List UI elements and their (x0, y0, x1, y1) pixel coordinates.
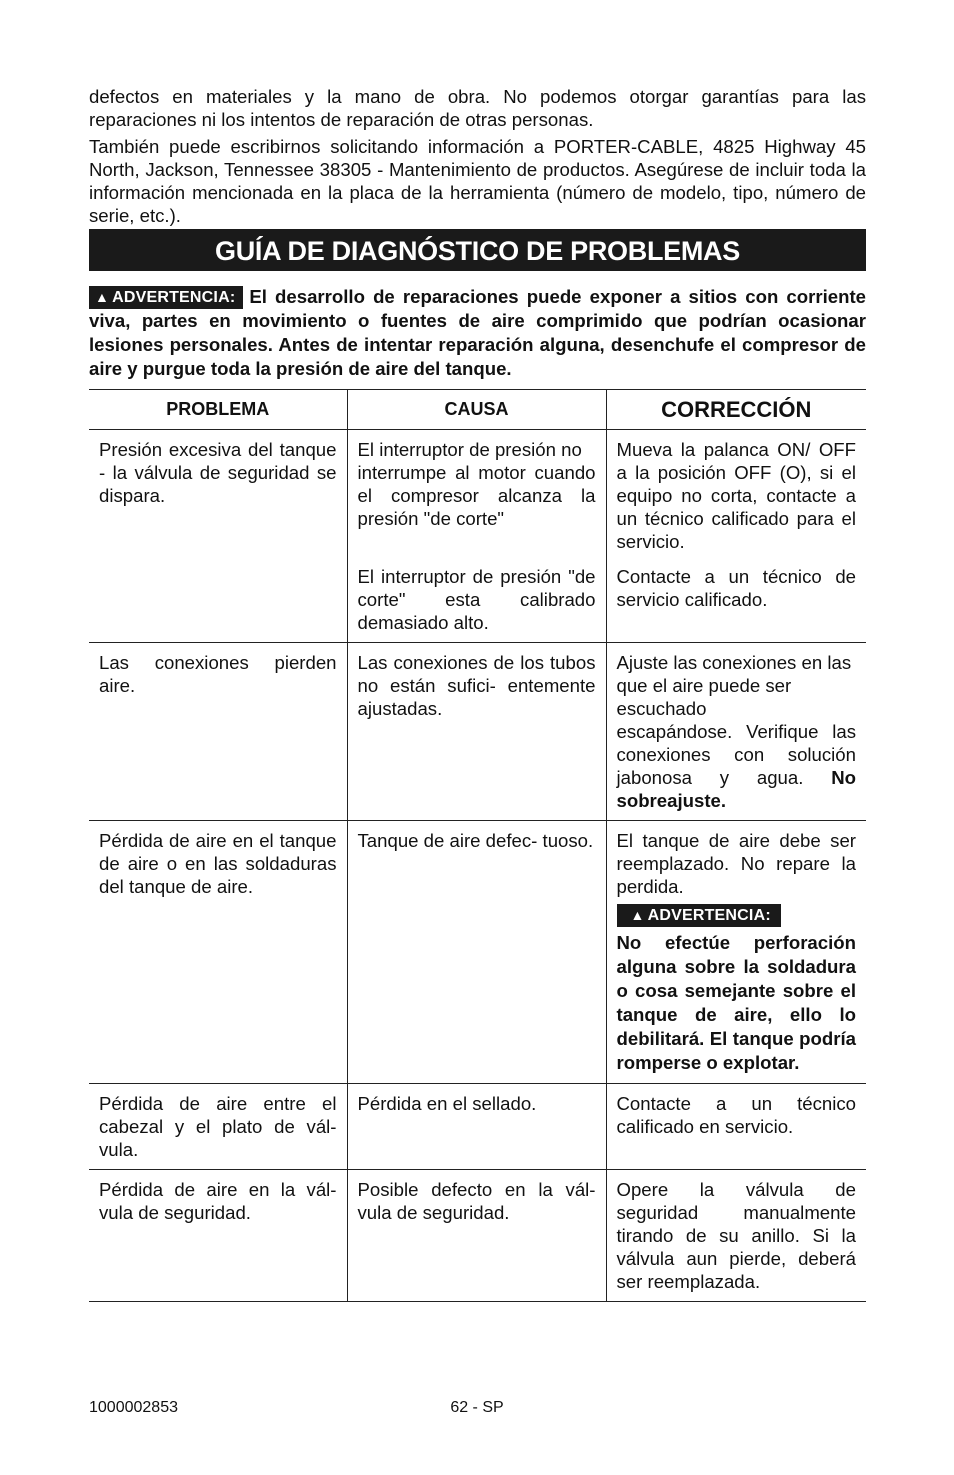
cause-cell (347, 821, 606, 1084)
cause-cell (347, 1170, 606, 1302)
problem-cell (89, 430, 347, 643)
problem-text: Pérdida de aire en el tanque de aire o en las soldaduras del tanque de aire. (99, 830, 337, 897)
correction-cell (606, 643, 866, 821)
warning-paragraph (89, 285, 866, 381)
cause-text: El interruptor de presión "de corte" esta calibrado demasiado alto. (357, 566, 596, 633)
correction-text: El tanque de aire debe ser reemplazado. No repare la perdida. (616, 830, 856, 897)
intro-paragraph-1: defectos en materiales y la mano de obra. No podemos otorgar garantías para las reparaciones ni los intentos de reparación de otras personas. (89, 86, 866, 130)
correction-text: Contacte a un técnico de servicio calificado. (616, 566, 856, 610)
problem-cell (89, 643, 347, 821)
table-header-row (89, 390, 866, 430)
warning-text: El desarrollo de reparaciones puede exponer a sitios con corriente viva, partes en movimiento o fuentes de aire comprimido que podrían ocasionar lesiones personales. Antes de intentar reparación alguna, desenchufe el compresor de aire y purgue toda la presión de aire del tanque. (89, 286, 866, 379)
table-row (89, 643, 866, 821)
header-cause: CAUSA (347, 390, 606, 430)
correction-text-line-b: escapándose. Verifique las conexiones con solución jabonosa y agua. (616, 721, 856, 788)
table-row (89, 1170, 866, 1302)
problem-text: Pérdida de aire en la vál- vula de seguridad. (99, 1179, 337, 1223)
section-title-banner: GUÍA DE DIAGNÓSTICO DE PROBLEMAS (89, 229, 866, 271)
problem-cell (89, 1084, 347, 1170)
correction-cell (606, 561, 866, 643)
cell-warning-label: ADVERTENCIA: (647, 907, 771, 924)
correction-cell (606, 821, 866, 1084)
cell-warning-badge (617, 904, 781, 927)
problem-cell (89, 1170, 347, 1302)
correction-text (617, 651, 857, 812)
cause-text: Pérdida en el sellado. (357, 1093, 537, 1114)
warning-badge (89, 286, 243, 309)
problem-text: Pérdida de aire entre el cabezal y el plato de vál- vula. (99, 1093, 337, 1160)
correction-bold-text: No sobreajuste. (616, 767, 856, 811)
cause-text (358, 438, 596, 530)
correction-text: Contacte a un técnico calificado en servicio. (616, 1093, 856, 1137)
table-row (89, 821, 866, 1084)
cause-cell (347, 1084, 606, 1170)
warning-triangle-icon: ▲ (95, 289, 110, 305)
document-number: 1000002853 (89, 1399, 178, 1416)
correction-text-line-a: Ajuste las conexiones en las que el aire puede ser escuchado (616, 652, 852, 719)
cause-text: Las conexiones de los tubos no están sufici- entemente ajustadas. (357, 652, 596, 719)
correction-text: Mueva la palanca ON/ OFF a la posición OFF (O), si el equipo no corta, contacte a un técnico calificado para el servicio. (616, 439, 856, 552)
warning-triangle-icon: ▲ (630, 907, 645, 923)
correction-cell (606, 1170, 866, 1302)
cause-text-line-a: El interruptor de presión no (357, 439, 582, 460)
cause-cell (347, 561, 606, 643)
correction-cell (606, 430, 866, 562)
problem-text: Las conexiones pierden aire. (99, 652, 337, 696)
cause-text: Posible defecto en la vál- vula de seguridad. (357, 1179, 596, 1223)
intro-paragraph-2: También puede escribirnos solicitando información a PORTER-CABLE, 4825 Highway 45 North, Jackson, Tennessee 38305 - Mantenimiento de productos. Asegúrese de incluir toda la información mencionada en la placa de la herramienta (número de modelo, tipo, número de serie, etc.). (89, 136, 866, 226)
cause-cell (347, 430, 606, 562)
header-correction: CORRECCIÓN (606, 390, 866, 430)
problem-cell (89, 821, 347, 1084)
problem-text: Presión excesiva del tanque - la válvula de seguridad se dispara. (99, 439, 337, 506)
troubleshooting-table (89, 389, 866, 1302)
table-row (89, 1084, 866, 1170)
page-number: 62 - SP (450, 1399, 504, 1416)
header-problem: PROBLEMA (89, 390, 347, 430)
cell-warning-text: No efectúe perforación alguna sobre la soldadura o cosa semejante sobre el tanque de aire, ello lo debilitará. El tanque podría romperse o explotar. (616, 932, 856, 1073)
correction-text: Opere la válvula de seguridad manualmente tirando de su anillo. Si la válvula aun pierde, deberá ser reemplazada. (616, 1179, 856, 1292)
manual-page (89, 85, 866, 1302)
intro-text (89, 85, 866, 227)
cause-text-line-b: interrumpe al motor cuando el compresor alcanza la presión "de corte" (357, 462, 596, 529)
warning-badge-label: ADVERTENCIA: (112, 289, 236, 306)
correction-cell (606, 1084, 866, 1170)
cause-cell (347, 643, 606, 821)
cause-text: Tanque de aire defec- tuoso. (357, 830, 594, 851)
table-row (89, 430, 866, 562)
